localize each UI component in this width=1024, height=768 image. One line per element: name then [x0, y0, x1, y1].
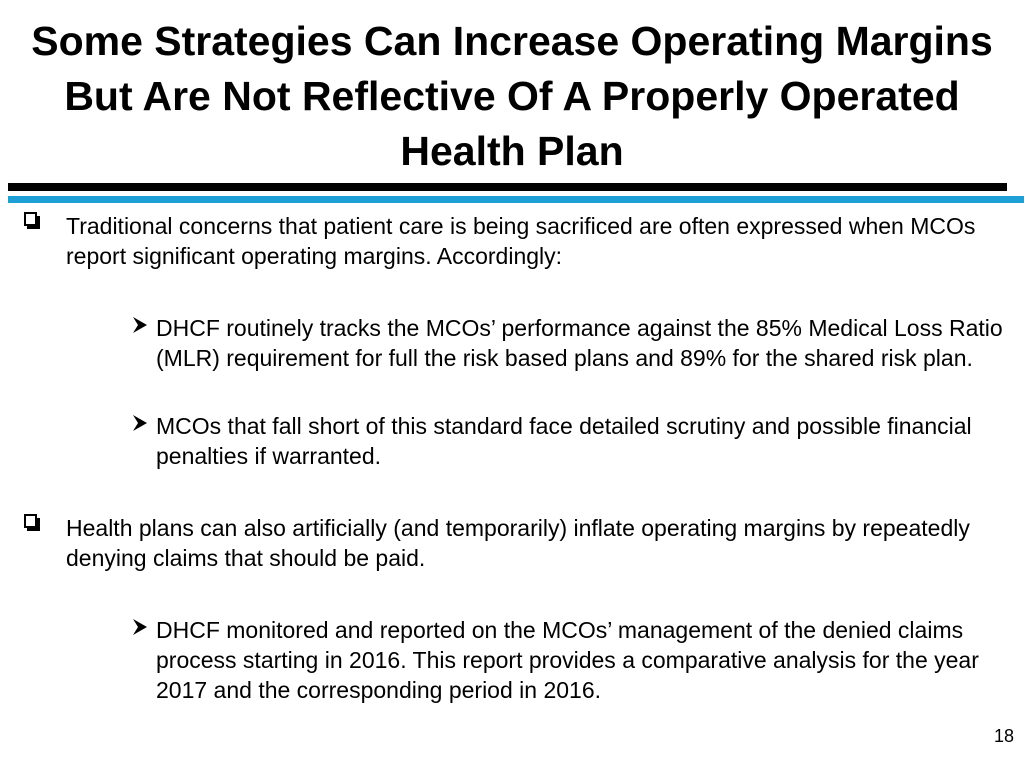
- arrow-bullet-icon: [132, 618, 148, 636]
- arrow-bullet-icon: [132, 316, 148, 334]
- square-bullet-icon: [24, 514, 37, 528]
- bullet-2-sub-1-text: DHCF monitored and reported on the MCOs’ management of the denied claims process starting in 2016. This report provides a comparative analysis for the year 2017 and the corresponding period in 2016.: [156, 617, 979, 703]
- bullet-1-sub-1-text: DHCF routinely tracks the MCOs’ performance against the 85% Medical Loss Ratio (MLR) requirement for full the risk based plans and 89% for the shared risk plan.: [156, 315, 1003, 371]
- title-divider-blue: [8, 196, 1024, 203]
- arrow-bullet-icon: [132, 414, 148, 432]
- title-divider-black: [8, 183, 1007, 191]
- page-number: 18: [993, 726, 1014, 746]
- bullet-1-text: Traditional concerns that patient care is being sacrificed are often expressed when MCOs report significant operating margins. Accordingly:: [66, 213, 976, 269]
- bullet-2-text: Health plans can also artificially (and temporarily) inflate operating margins by repeatedly denying claims that should be paid.: [66, 515, 970, 571]
- slide-title: Some Strategies Can Increase Operating Margins But Are Not Reflective Of A Properly Operated Health Plan: [31, 18, 993, 174]
- bullet-1-sub-2-text: MCOs that fall short of this standard face detailed scrutiny and possible financial penalties if warranted.: [156, 413, 972, 469]
- square-bullet-icon: [24, 212, 37, 226]
